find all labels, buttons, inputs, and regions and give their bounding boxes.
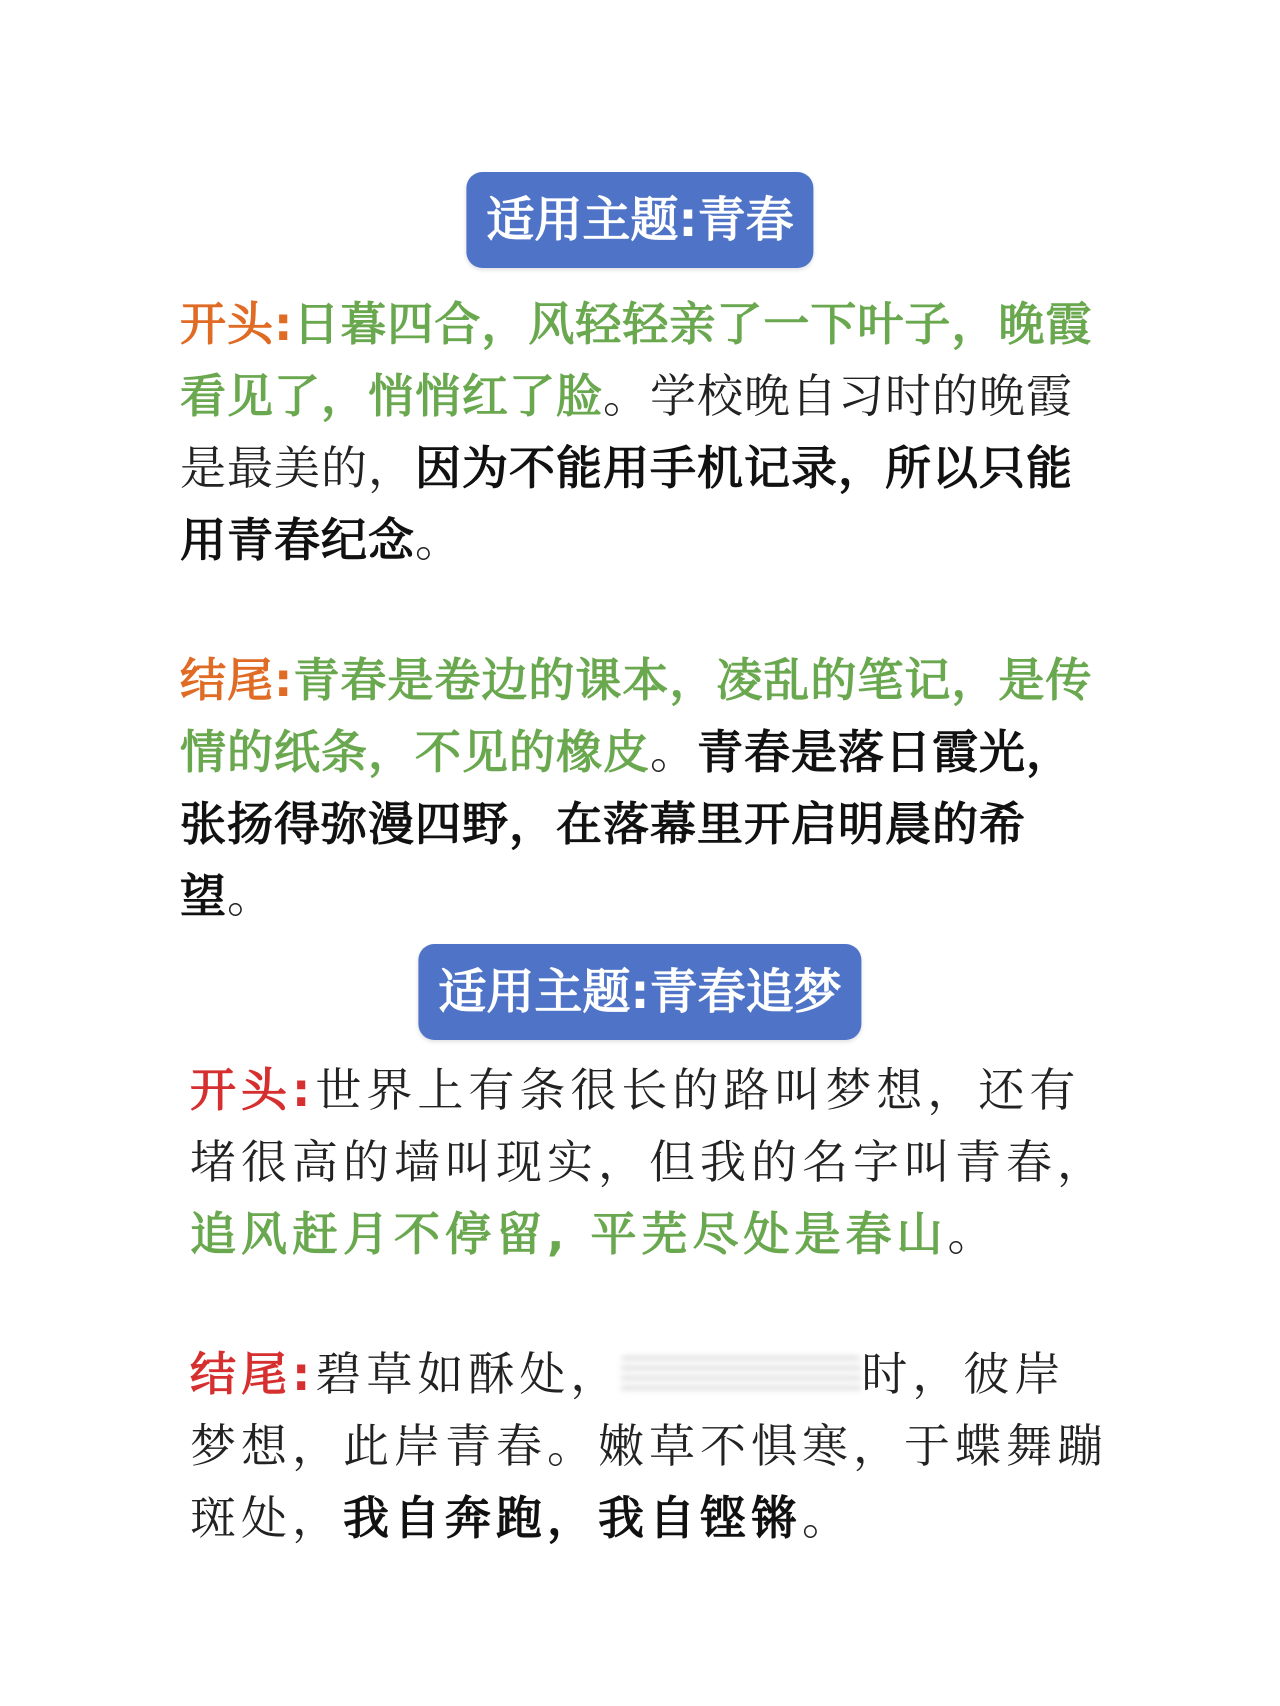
ending-plain-text-1: 碧草如酥处， [315, 1347, 622, 1401]
ending-bold-text: 我自奔跑，我自铿锵 [343, 1491, 802, 1545]
section-title-youth-dream: 适用主题:青春追梦 [418, 944, 861, 1040]
ending-plain-text-2: 时，彼岸梦想，此岸青春。嫩草不惧寒，于蝶舞蹦斑处， [190, 1347, 1108, 1545]
opening-plain-text: 世界上有条很长的路叫梦想，还有堵很高的墙叫现实，但我的名字叫青春， [190, 1063, 1108, 1189]
ending-end-mark: 。 [802, 1491, 853, 1545]
opening-highlight: 追风赶月不停留, 平芜尽处是春山 [190, 1207, 948, 1261]
ending-label: 结尾: [190, 1347, 316, 1401]
opening-plain-text: 。学校晚自习时的晚霞是最美的， [180, 369, 1073, 495]
ending-paragraph-dream [190, 1338, 1110, 1554]
opening-end-mark: 。 [415, 513, 462, 567]
blurred-redaction [621, 1356, 861, 1396]
ending-highlight: 青春是卷边的课本，凌乱的笔记，是传情的纸条，不见的橡皮 [180, 653, 1093, 779]
opening-paragraph-dream [190, 1054, 1110, 1270]
opening-highlight: 日暮四合，风轻轻亲了一下叶子，晚霞看见了，悄悄红了脸 [180, 297, 1093, 423]
opening-label: 开头: [180, 297, 294, 351]
opening-bold-text: 因为不能用手机记录，所以只能用青春纪念 [180, 441, 1073, 567]
opening-end-mark: 。 [947, 1207, 999, 1261]
opening-label: 开头: [190, 1063, 316, 1117]
opening-paragraph-youth [180, 288, 1100, 576]
ending-label: 结尾: [180, 653, 294, 707]
ending-end-mark: 。 [227, 869, 274, 923]
section-title-youth: 适用主题:青春 [466, 172, 813, 268]
ending-period: 。 [650, 725, 697, 779]
ending-bold-text: 青春是落日霞光，张扬得弥漫四野，在落幕里开启明晨的希望 [180, 725, 1073, 923]
ending-paragraph-youth [180, 644, 1100, 932]
